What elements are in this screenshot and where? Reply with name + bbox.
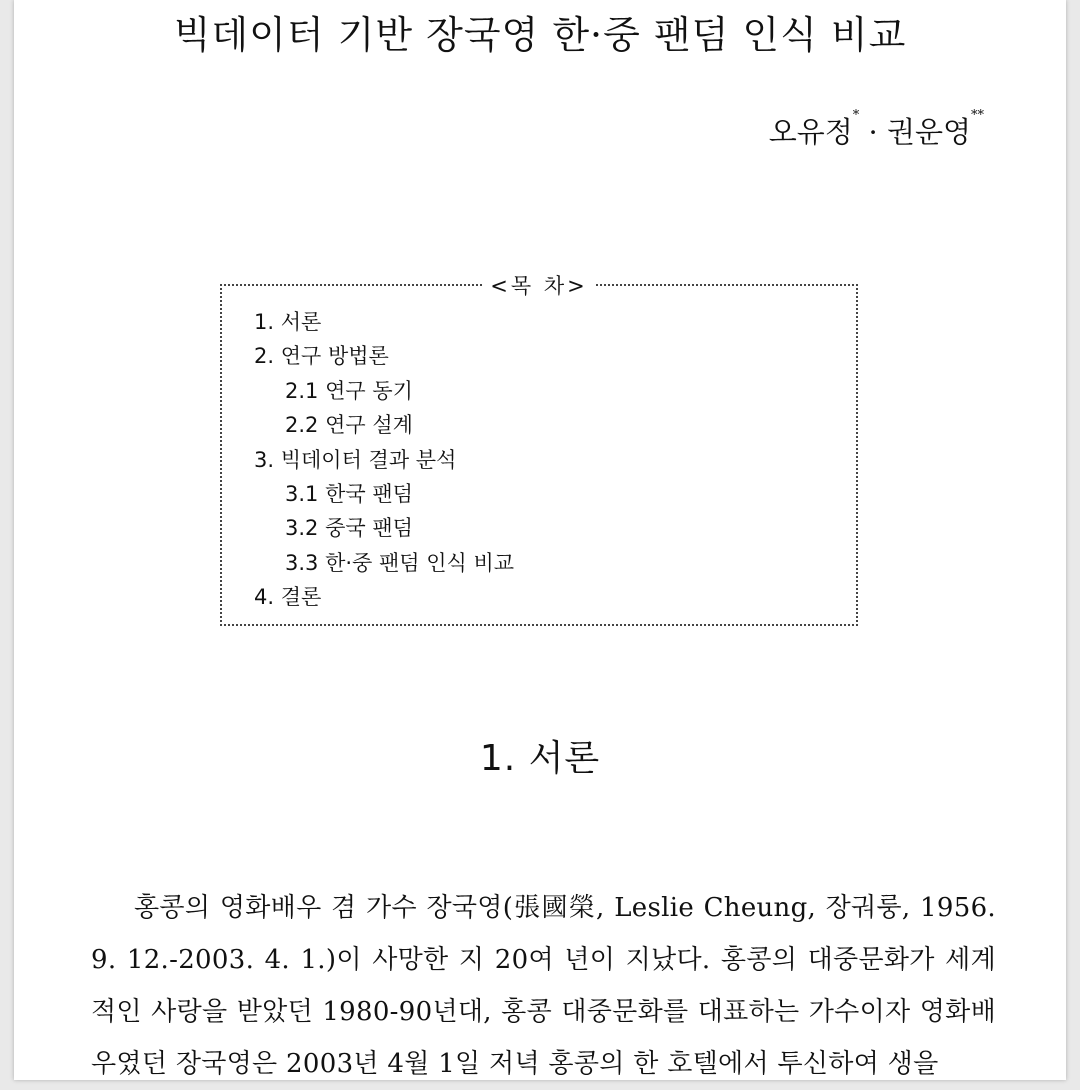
table-of-contents bbox=[220, 274, 858, 626]
toc-list bbox=[254, 305, 514, 615]
section-heading: 1. 서론 bbox=[479, 738, 601, 779]
toc-entry: 3.2 중국 팬덤 bbox=[285, 516, 413, 541]
affiliation-mark: * bbox=[852, 108, 860, 123]
author-name: 권운영 bbox=[886, 115, 971, 149]
author-separator: · bbox=[859, 115, 887, 149]
author-line bbox=[769, 110, 984, 151]
toc-entry: 3. 빅데이터 결과 분석 bbox=[254, 447, 457, 472]
toc-entry: 2.1 연구 동기 bbox=[285, 378, 413, 403]
paper-title: 빅데이터 기반 장국영 한·중 팬덤 인식 비교 bbox=[173, 13, 907, 57]
toc-entry: 3.1 한국 팬덤 bbox=[285, 482, 413, 507]
toc-entry: 2. 연구 방법론 bbox=[254, 344, 389, 369]
toc-entry: 1. 서론 bbox=[254, 310, 322, 334]
toc-heading: <목 차> bbox=[222, 270, 856, 300]
body-paragraph: 홍콩의 영화배우 겸 가수 장국영(張國榮, Leslie Cheung, 장궈룽, 1956. 9. 12.-2003. 4. 1.)이 사망한 지 20여 년이 지났다. 홍콩의 대중문화가 세계적인 사랑을 받았던 1980-90년대, 홍콩 대중문화를 대표하는 가수이자 영화배우였던 장국영은 2003년 4월 1일 저녁 홍콩의 한 호텔에서 투신하여 생을 bbox=[91, 893, 996, 1079]
document-page bbox=[14, 0, 1066, 1080]
author-name: 오유정 bbox=[768, 115, 853, 149]
affiliation-mark: ** bbox=[971, 108, 984, 123]
toc-entry: 2.2 연구 설계 bbox=[285, 413, 413, 438]
toc-entry: 3.3 한·중 팬덤 인식 비교 bbox=[285, 550, 515, 575]
toc-entry: 4. 결론 bbox=[254, 585, 322, 610]
